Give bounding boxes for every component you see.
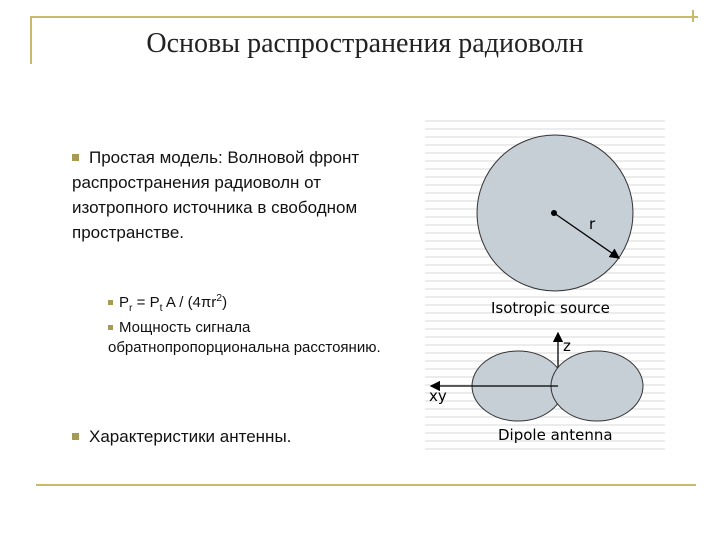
dipole-lobe-right: [551, 351, 643, 421]
frame-bottom-line: [36, 484, 696, 486]
radius-label: r: [589, 215, 596, 233]
formula-sub-r: r: [129, 302, 133, 314]
bullet-simple-model: [72, 145, 392, 245]
bullet-square-icon: [72, 433, 79, 440]
frame-top-line: [30, 16, 698, 18]
bullet-text: Характеристики антенны.: [89, 427, 292, 446]
z-label: z: [563, 337, 571, 355]
bullet-square-icon: [108, 300, 113, 305]
formula-line: [108, 288, 408, 318]
bullet-square-icon: [108, 325, 113, 330]
formula-sup: 2: [216, 292, 223, 304]
power-line: [108, 318, 408, 358]
radiation-figure: [425, 115, 665, 455]
bullet-antenna: [72, 424, 392, 449]
formula-p: P: [119, 294, 130, 311]
power-text: Мощность сигнала обратнопропорциональна расстоянию.: [108, 319, 381, 356]
dipole-label: Dipole antenna: [498, 426, 613, 444]
formula-sub-t: t: [159, 302, 163, 314]
bullet-text: Простая модель: Волновой фронт распространения радиоволн от изотропного источника в свободном пространстве.: [72, 148, 360, 242]
slide-title: Основы распространения радиоволн: [146, 28, 584, 59]
bullet-square-icon: [72, 154, 79, 161]
isotropic-label: Isotropic source: [491, 299, 610, 317]
frame-tick: [692, 10, 694, 22]
formula-eq: = P: [132, 294, 160, 311]
sub-bullets: [108, 288, 408, 358]
xy-label: xy: [429, 387, 447, 405]
frame-left-line: [30, 16, 32, 64]
formula-close: ): [222, 294, 228, 311]
formula-body: A / (4πr: [162, 294, 217, 311]
